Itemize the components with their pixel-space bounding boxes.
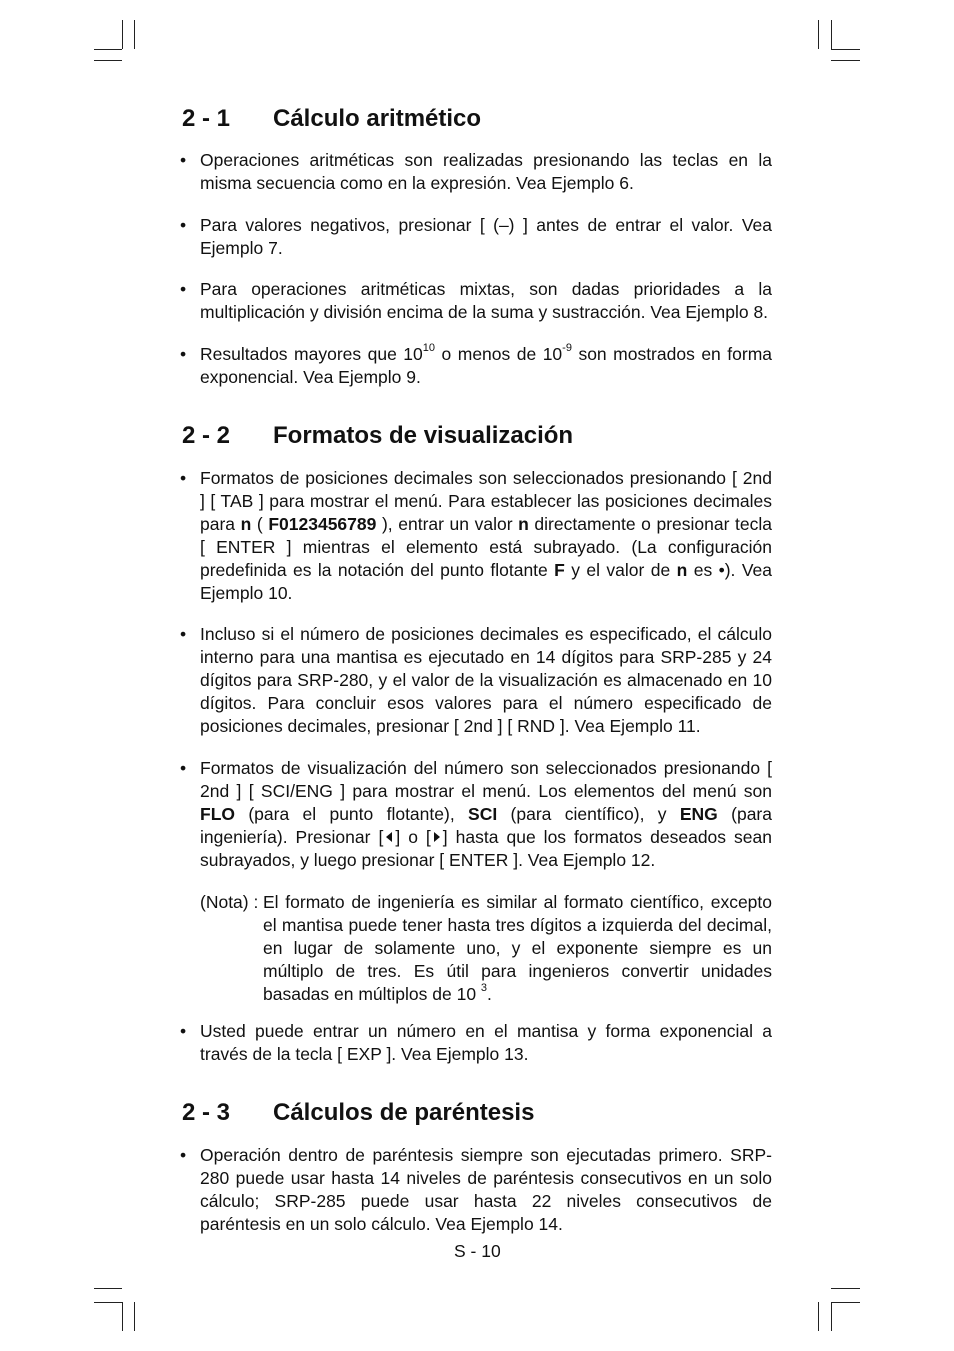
- bold-term: F: [554, 560, 565, 580]
- note-label: (Nota) :: [200, 892, 259, 912]
- text-run: Formatos de visualización del número son seleccionados presionando [ 2nd ] [ SCI/ENG ] para mostrar el menú. Los elementos del menú son: [200, 758, 772, 801]
- section-heading-calculos-de-parentesis: [182, 1099, 534, 1127]
- section-title: Cálculo aritmético: [273, 105, 482, 132]
- bullet-item: [180, 757, 772, 872]
- right-arrow-icon: [434, 832, 440, 842]
- section-heading-formatos-de-visualizacion: [182, 422, 573, 450]
- bullet-item: [180, 278, 772, 324]
- bullet-text: Usted puede entrar un número en el mantisa y forma exponencial a través de la tecla [ EXP ]. Vea Ejemplo 13.: [200, 1021, 772, 1064]
- crop-mark: [831, 60, 860, 61]
- bullet-item: [180, 1020, 772, 1066]
- crop-mark: [122, 1302, 123, 1331]
- crop-mark: [831, 1302, 860, 1303]
- text-run: y el valor de: [564, 560, 677, 580]
- text-run: El formato de ingeniería es similar al formato científico, excepto el mantisa puede tener hasta tres dígitos a izquierda del decimal, en lugar de solamente uno, y el exponente siempre es un múltiplo de tres. Es útil para ingenieros convertir unidades basadas en múltiplos de 10: [263, 892, 772, 1004]
- bullet-item: [180, 467, 772, 605]
- section-title: Formatos de visualización: [273, 422, 574, 449]
- bullet-dot: •: [180, 468, 187, 488]
- section-heading-calculo-aritmetico: [182, 105, 481, 133]
- bold-term: n: [240, 514, 252, 534]
- crop-mark: [818, 20, 819, 49]
- text-run: ] o [: [395, 827, 431, 847]
- crop-mark: [134, 20, 135, 49]
- text-run: .: [487, 984, 492, 1004]
- superscript: -9: [562, 342, 572, 355]
- bullet-dot: •: [180, 1145, 187, 1165]
- text-run: ), entrar un valor: [376, 514, 519, 534]
- bullet-item: [180, 343, 772, 389]
- bold-term: ENG: [679, 804, 718, 824]
- bullet-item: [180, 1144, 772, 1236]
- crop-mark: [818, 1302, 819, 1331]
- text-run: Formatos de posiciones decimales son seleccionados presionando [ 2nd ] [ TAB ] para mostrar el menú. Para establecer las posiciones decimales para: [200, 468, 772, 534]
- bullet-dot: •: [180, 758, 187, 778]
- left-arrow-icon: [386, 832, 392, 842]
- superscript: 3: [480, 982, 488, 995]
- text-run: directamente o presionar tecla [ ENTER ] mientras el elemento está subrayado. (La configuración predefinida es la notación del punto flotante: [200, 514, 772, 580]
- bold-term: FLO: [200, 804, 235, 824]
- bullet-item: [180, 149, 772, 195]
- text-run: es: [687, 560, 719, 580]
- bullet-text: Operación dentro de paréntesis siempre son ejecutadas primero. SRP-280 puede usar hasta 14 niveles de paréntesis consecutivos en un solo cálculo; SRP-285 puede usar hasta 22 niveles consecutivos de paréntesis en un solo cálculo. Vea Ejemplo 14.: [200, 1145, 772, 1234]
- superscript: 10: [422, 342, 436, 355]
- text-run: (para científico), y: [497, 804, 680, 824]
- bullet-text: [200, 343, 772, 389]
- text-run: o menos de 10: [435, 344, 563, 364]
- note-text: [263, 891, 772, 1006]
- crop-mark: [831, 49, 860, 50]
- bold-term: n: [676, 560, 688, 580]
- bullet-text: [200, 757, 772, 872]
- note-block: [200, 891, 772, 1006]
- crop-mark: [94, 60, 122, 61]
- bullet-dot: •: [180, 215, 187, 235]
- bold-term: n: [518, 514, 529, 534]
- bold-term: F0123456789: [268, 514, 377, 534]
- bullet-dot: •: [180, 150, 187, 170]
- text-run: son mostrados en forma exponencial. Vea Ejemplo 9.: [200, 344, 773, 387]
- text-run: ). Vea Ejemplo 10.: [200, 560, 772, 603]
- bullet-text: Para valores negativos, presionar [ (–) ] antes de entrar el valor. Vea Ejemplo 7.: [200, 215, 772, 258]
- crop-mark: [831, 1302, 832, 1331]
- crop-mark: [831, 1288, 860, 1289]
- bullet-item: [180, 214, 772, 260]
- crop-mark: [134, 1302, 135, 1331]
- section-title: Cálculos de paréntesis: [273, 1099, 535, 1126]
- bold-term: SCI: [468, 804, 498, 824]
- bullet-dot: •: [180, 279, 187, 299]
- section-number: 2 - 1: [182, 105, 231, 132]
- bullet-text: Operaciones aritméticas son realizadas presionando las teclas en la misma secuencia como en la expresión. Vea Ejemplo 6.: [200, 150, 772, 193]
- bullet-text: [200, 467, 772, 605]
- text-run: (: [251, 514, 269, 534]
- crop-mark: [94, 1288, 122, 1289]
- bullet-item: [180, 623, 772, 738]
- text-run: (para ingeniería). Presionar [: [200, 804, 772, 847]
- crop-mark: [122, 20, 123, 49]
- bullet-dot: •: [180, 624, 187, 644]
- bullet-dot: •: [180, 1021, 187, 1041]
- text-run: ] hasta que los formatos deseados sean subrayados, y luego presionar [ ENTER ]. Vea Ejemplo 12.: [200, 827, 772, 870]
- section-number: 2 - 3: [182, 1099, 231, 1126]
- bullet-text: Para operaciones aritméticas mixtas, son dadas prioridades a la multiplicación y división encima de la suma y sustracción. Vea Ejemplo 8.: [200, 279, 772, 322]
- text-run: Resultados mayores que 10: [200, 344, 423, 364]
- crop-mark: [94, 49, 122, 50]
- crop-mark: [94, 1302, 122, 1303]
- section-number: 2 - 2: [182, 422, 231, 449]
- dot-symbol: •: [718, 560, 725, 580]
- text-run: (para el punto flotante),: [235, 804, 469, 824]
- bullet-dot: •: [180, 344, 187, 364]
- crop-mark: [831, 20, 832, 49]
- bullet-text: Incluso si el número de posiciones decimales es especificado, el cálculo interno para una mantisa es ejecutado en 14 dígitos para SRP-285 y 24 dígitos para SRP-280, y el valor de la visualización es almacenado en 10 dígitos. Para concluir esos valores para el número especificado de posiciones decimales, presionar [ 2nd ] [ RND ]. Vea Ejemplo 11.: [200, 624, 772, 736]
- page-number: S - 10: [454, 1241, 501, 1261]
